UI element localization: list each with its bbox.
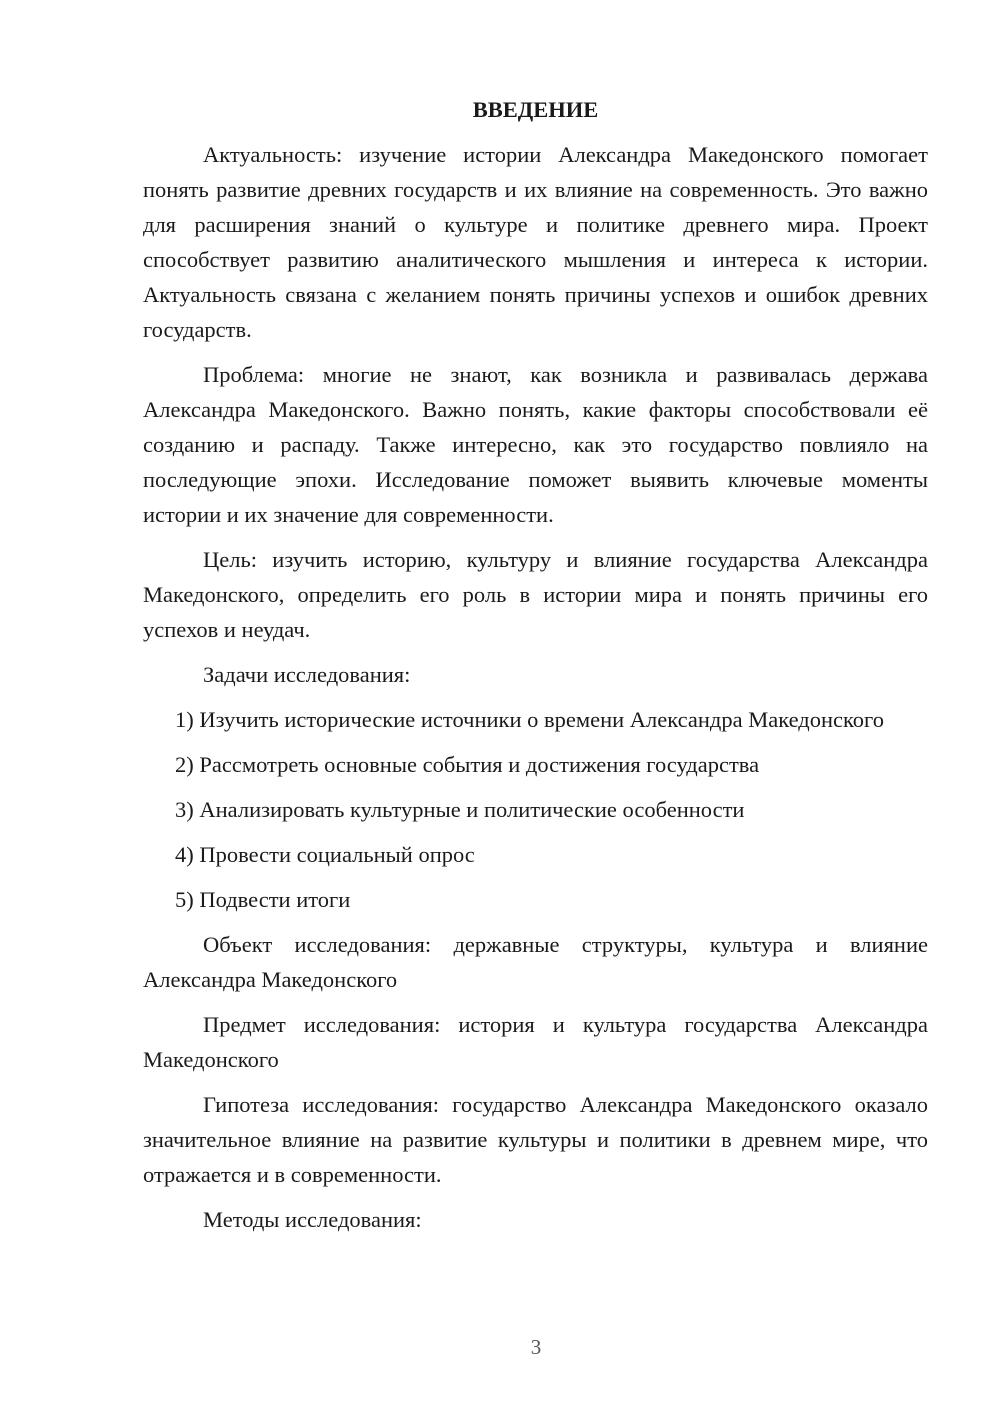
tasks-title: Задачи исследования:: [203, 662, 411, 687]
list-item: 4) Провести социальный опрос: [175, 842, 475, 867]
list-item: 2) Рассмотреть основные события и достижения государства: [175, 752, 760, 777]
list-item: 5) Подвести итоги: [175, 887, 351, 912]
problem-paragraph: Проблема: многие не знают, как возникла и развивалась держава Александра Македонского. Важно понять, какие факторы способствовали её созданию и распаду. Также интересно, как это государство повлияло на последующие эпохи. Исследование поможет выявить ключевые моменты истории и их значение для современности.: [143, 362, 928, 527]
subject-paragraph: Предмет исследования: история и культура государства Александра Македонского: [143, 1012, 928, 1072]
list-item: 3) Анализировать культурные и политические особенности: [175, 797, 745, 822]
methods-title: Методы исследования:: [203, 1207, 422, 1232]
tasks-list: [143, 702, 928, 917]
page-number: 3: [530, 1335, 542, 1359]
list-item: 1) Изучить исторические источники о времени Александра Македонского: [175, 707, 884, 732]
page-content: [143, 95, 928, 1247]
object-paragraph: Объект исследования: державные структуры, культура и влияние Александра Македонского: [143, 932, 928, 992]
relevance-paragraph: Актуальность: изучение истории Александра Македонского помогает понять развитие древних государств и их влияние на современность. Это важно для расширения знаний о культуре и политике древнего мира. Проект способствует развитию аналитического мышления и интереса к истории. Актуальность связана с желанием понять причины успехов и ошибок древних государств.: [143, 142, 928, 342]
hypothesis-paragraph: Гипотеза исследования: государство Александра Македонского оказало значительное влияние на развитие культуры и политики в древнем мире, что отражается и в современности.: [143, 1092, 928, 1187]
goal-paragraph: Цель: изучить историю, культуру и влияние государства Александра Македонского, определить его роль в истории мира и понять причины его успехов и неудач.: [143, 547, 928, 642]
section-heading: ВВЕДЕНИЕ: [472, 97, 599, 122]
